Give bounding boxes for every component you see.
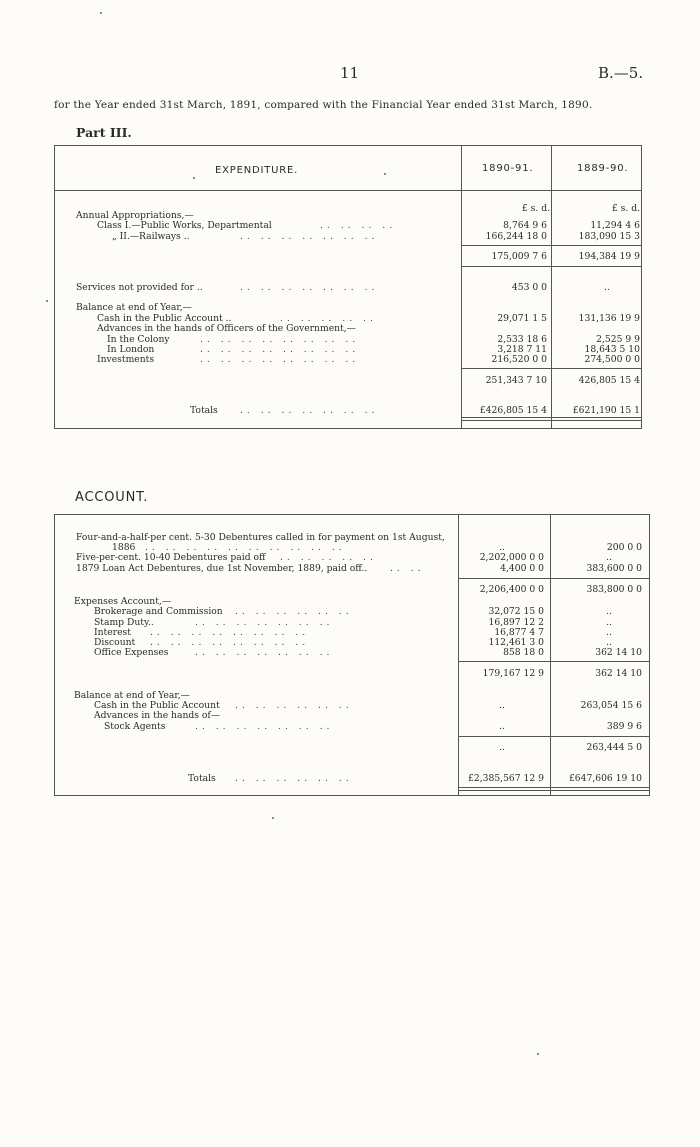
row-label: Stock Agents: [104, 721, 166, 732]
row-label: Interest: [94, 627, 131, 638]
amount-1889-90: 11,294 4 6: [590, 220, 640, 231]
row-label: Brokerage and Commission: [94, 606, 223, 617]
subtotal-1890-91: 251,343 7 10: [485, 375, 547, 386]
amount-1889-90: 263,054 15 6: [580, 700, 642, 711]
row-label: In London: [107, 344, 155, 355]
subtotal-1889-90: 383,800 0 0: [586, 584, 642, 595]
leader-dots: .. .. .. .. ..: [280, 313, 377, 324]
amount-1889-90: 200 0 0: [606, 542, 642, 553]
amount-1890-91: ..: [499, 721, 505, 732]
amount-1889-90: 183,090 15 3: [578, 231, 640, 242]
subtotal-1890-91: ..: [499, 742, 505, 753]
amount-1889-90: 389 9 6: [606, 721, 642, 732]
row-label: Cash in the Public Account ..: [97, 313, 232, 324]
leader-dots: .. .. .. .. .. .. .. .. .. ..: [145, 542, 346, 553]
row-label: Investments: [97, 354, 155, 365]
amount-1890-91: 16,877 4 7: [494, 627, 544, 638]
row-label: Office Expenses: [94, 647, 169, 658]
row-label: Services not provided for ..: [76, 282, 203, 293]
subtotal-1889-90: 362 14 10: [595, 668, 642, 679]
row-label: Balance at end of Year,—: [76, 302, 192, 313]
row-label: Expenses Account,—: [74, 596, 172, 607]
subtotal-1890-91: 179,167 12 9: [482, 668, 544, 679]
scan-speck: [384, 173, 386, 175]
amount-1890-91: 32,072 15 0: [488, 606, 544, 617]
column-1890-91: 1890-91.: [482, 163, 534, 174]
column-1889-90: 1889-90.: [577, 163, 629, 174]
amount-1890-91: 112,461 3 0: [488, 637, 544, 648]
leader-dots: .. .. .. .. ..: [280, 552, 377, 563]
amount-1890-91: 29,071 1 5: [497, 313, 547, 324]
leader-dots: .. .. .. .. .. .. ..: [240, 231, 379, 242]
page-subtitle: for the Year ended 31st March, 1891, compared with the Financial Year ended 31st March, 1890.: [54, 99, 593, 111]
amount-1890-91: 858 18 0: [503, 647, 544, 658]
amount-1889-90: 18,643 5 10: [584, 344, 640, 355]
amount-1890-91: 3,218 7 11: [497, 344, 547, 355]
row-label: Cash in the Public Account: [94, 700, 220, 711]
leader-dots: .. .. .. .. .. .. ..: [240, 282, 379, 293]
row-label: In the Colony: [107, 334, 170, 345]
expenditure-header: EXPENDITURE.: [215, 165, 299, 176]
document-reference: B.—5.: [598, 64, 644, 82]
amount-1890-91: 2,202,000 0 0: [479, 552, 544, 563]
leader-dots: .. .. .. ..: [320, 220, 397, 231]
row-label: Balance at end of Year,—: [74, 690, 190, 701]
row-label: 1886: [112, 542, 136, 553]
totals-label: Totals: [190, 405, 218, 416]
subtotal-1889-90: 194,384 19 9: [578, 251, 640, 262]
amount-1890-91: 166,244 18 0: [485, 231, 547, 242]
currency-unit: £ s. d.: [521, 203, 550, 214]
leader-dots: .. .. .. .. .. .. ..: [240, 405, 379, 416]
amount-1889-90: 362 14 10: [595, 647, 642, 658]
row-label: Advances in the hands of—: [94, 710, 221, 721]
total-1890-91: £426,805 15 4: [479, 405, 547, 416]
amount-1889-90: 274,500 0 0: [584, 354, 640, 365]
amount-1889-90: ..: [606, 617, 612, 628]
amount-1890-91: 2,533 18 6: [497, 334, 547, 345]
total-1889-90: £621,190 15 1: [572, 405, 640, 416]
leader-dots: .. .. .. .. .. .. ..: [195, 721, 334, 732]
amount-1889-90: ..: [604, 282, 610, 293]
leader-dots: .. .. .. .. .. .. .. ..: [150, 637, 310, 648]
subtotal-1890-91: 2,206,400 0 0: [479, 584, 544, 595]
leader-dots: .. .. .. .. .. .. ..: [195, 617, 334, 628]
leader-dots: .. ..: [390, 563, 425, 574]
currency-unit: £ s. d.: [611, 203, 640, 214]
total-1890-91: £2,385,567 12 9: [468, 773, 544, 784]
scan-speck: [272, 817, 274, 819]
row-label: „ II.—Railways ..: [112, 231, 190, 242]
leader-dots: .. .. .. .. .. ..: [235, 773, 353, 784]
leader-dots: .. .. .. .. .. .. ..: [195, 647, 334, 658]
amount-1890-91: ..: [499, 542, 505, 553]
amount-1890-91: 216,520 0 0: [491, 354, 547, 365]
leader-dots: .. .. .. .. .. .. .. ..: [200, 354, 360, 365]
total-1889-90: £647,606 19 10: [568, 773, 642, 784]
amount-1890-91: 8,764 9 6: [503, 220, 547, 231]
row-label: 1879 Loan Act Debentures, due 1st November, 1889, paid off..: [76, 563, 368, 574]
account-heading: ACCOUNT.: [75, 490, 149, 505]
scan-speck: [537, 1053, 539, 1055]
amount-1890-91: 4,400 0 0: [500, 563, 544, 574]
amount-1889-90: ..: [606, 637, 612, 648]
amount-1890-91: ..: [499, 700, 505, 711]
part-heading: Part III.: [76, 125, 132, 140]
row-label: Class I.—Public Works, Departmental: [97, 220, 272, 231]
leader-dots: .. .. .. .. .. .. .. ..: [200, 334, 360, 345]
amount-1889-90: 383,600 0 0: [586, 563, 642, 574]
amount-1889-90: 2,525 9 9: [596, 334, 640, 345]
leader-dots: .. .. .. .. .. .. .. ..: [200, 344, 360, 355]
row-label: Five-per-cent. 10-40 Debentures paid off: [76, 552, 266, 563]
scan-speck: [193, 177, 195, 179]
amount-1890-91: 453 0 0: [511, 282, 547, 293]
subtotal-1889-90: 263,444 5 0: [586, 742, 642, 753]
amount-1889-90: ..: [606, 552, 612, 563]
totals-label: Totals: [188, 773, 216, 784]
amount-1889-90: ..: [606, 606, 612, 617]
amount-1889-90: 131,136 19 9: [578, 313, 640, 324]
amount-1890-91: 16,897 12 2: [488, 617, 544, 628]
row-label: Annual Appropriations,—: [76, 210, 194, 221]
leader-dots: .. .. .. .. .. ..: [235, 700, 353, 711]
leader-dots: .. .. .. .. .. .. .. ..: [150, 627, 310, 638]
row-label: Four-and-a-half-per cent. 5-30 Debentures called in for payment on 1st August,: [76, 532, 445, 543]
scan-speck: [100, 12, 102, 14]
subtotal-1890-91: 175,009 7 6: [491, 251, 547, 262]
row-label: Discount: [94, 637, 136, 648]
leader-dots: .. .. .. .. .. ..: [235, 606, 353, 617]
scan-speck: [46, 300, 48, 302]
row-label: Advances in the hands of Officers of the Government,—: [97, 323, 356, 334]
row-label: Stamp Duty..: [94, 617, 154, 628]
subtotal-1889-90: 426,805 15 4: [578, 375, 640, 386]
amount-1889-90: ..: [606, 627, 612, 638]
page-number: 11: [340, 64, 360, 82]
